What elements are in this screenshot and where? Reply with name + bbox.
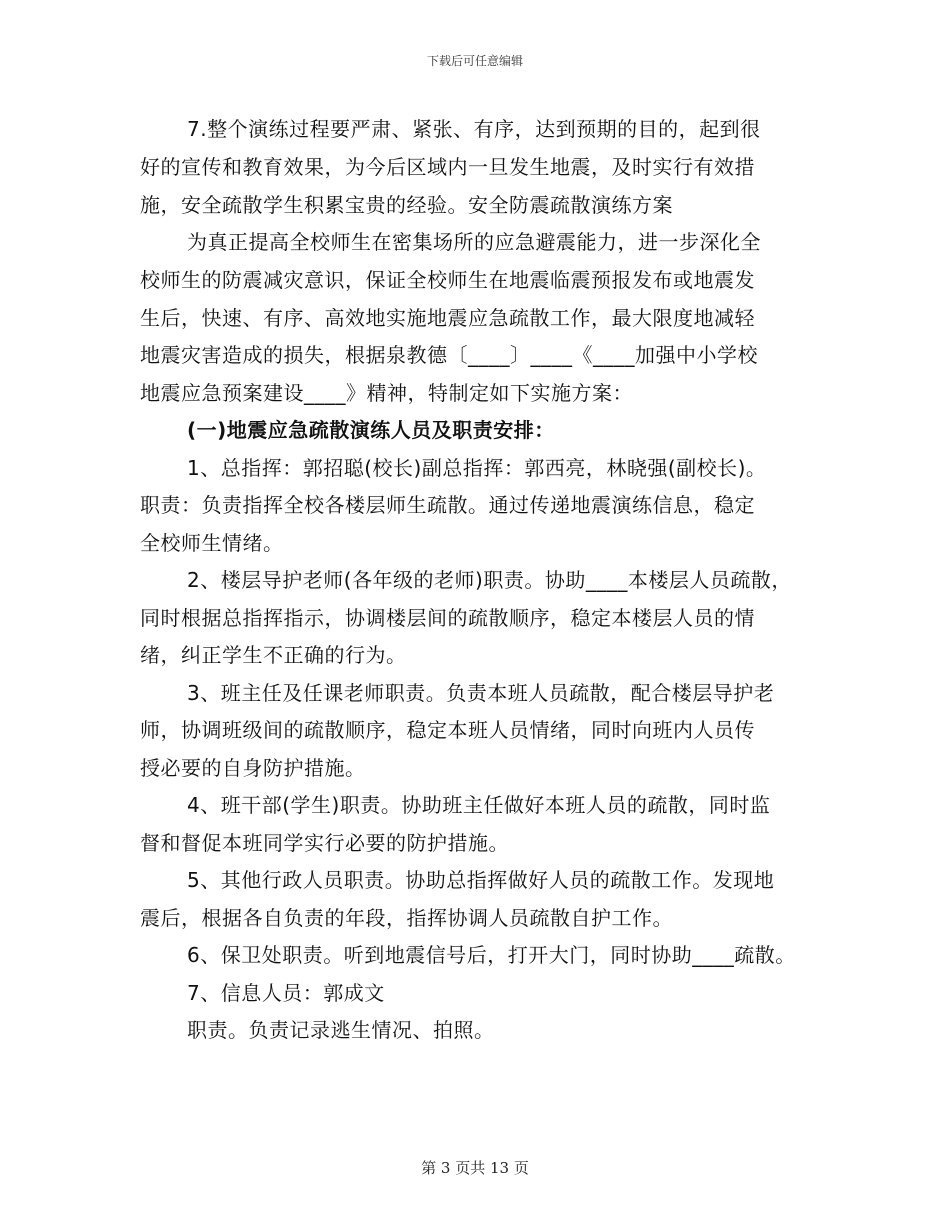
text-line: 地震灾害造成的损失，根据泉教德〔____〕____《____加强中小学校	[140, 343, 758, 367]
text-line: 7.整个演练过程要严肃、紧张、有序，达到预期的目的，起到很	[187, 117, 761, 141]
text-line: 职责。负责记录逃生情况、拍照。	[187, 1018, 495, 1042]
text-line: 绪，纠正学生不正确的行为。	[140, 643, 407, 667]
text-line: 师，协调班级间的疏散顺序，稳定本班人员情绪，同时向班内人员传	[140, 718, 755, 742]
text-line: 好的宣传和教育效果，为今后区域内一旦发生地震，及时实行有效措	[140, 155, 755, 179]
text-line: 为真正提高全校师生在密集场所的应急避震能力，进一步深化全	[187, 230, 761, 254]
text-line: 全校师生情绪。	[140, 531, 284, 555]
text-line: 1、总指挥：郭招聪(校长)副总指挥：郭西亮，林晓强(副校长)。	[187, 456, 767, 480]
page-header: 下载后可任意编辑	[426, 54, 523, 68]
text-line: 3、班主任及任课老师职责。负责本班人员疏散，配合楼层导护老	[187, 681, 775, 705]
text-line: 校师生的防震减灾意识，保证全校师生在地震临震预报发布或地震发	[140, 268, 755, 292]
page-number: 第 3 页共 13 页	[421, 1159, 529, 1177]
section-heading: (一)地震应急疏散演练人员及职责安排：	[187, 418, 555, 442]
text-line: 授必要的自身防护措施。	[140, 756, 366, 780]
text-line: 同时根据总指挥指示，协调楼层间的疏散顺序，稳定本楼层人员的情	[140, 606, 755, 630]
text-line: 震后，根据各自负责的年段，指挥协调人员疏散自护工作。	[140, 906, 673, 930]
text-line: 生后，快速、有序、高效地实施地震应急疏散工作，最大限度地减轻	[140, 306, 755, 330]
text-line: 6、保卫处职责。听到地震信号后，打开大门，同时协助____疏散。	[187, 943, 796, 967]
text-line: 2、楼层导护老师(各年级的老师)职责。协助____本楼层人员疏散，	[187, 568, 792, 592]
text-line: 5、其他行政人员职责。协助总指挥做好人员的疏散工作。发现地	[187, 868, 775, 892]
text-line: 地震应急预案建设____》精神，特制定如下实施方案：	[140, 381, 633, 405]
text-line: 4、班干部(学生)职责。协助班主任做好本班人员的疏散，同时监	[187, 793, 771, 817]
text-line: 职责：负责指挥全校各楼层师生疏散。通过传递地震演练信息，稳定	[140, 493, 755, 517]
text-line: 施，安全疏散学生积累宝贵的经验。安全防震疏散演练方案	[140, 193, 673, 217]
text-line: 督和督促本班同学实行必要的防护措施。	[140, 831, 509, 855]
text-line: 7、信息人员：郭成文	[187, 981, 385, 1005]
